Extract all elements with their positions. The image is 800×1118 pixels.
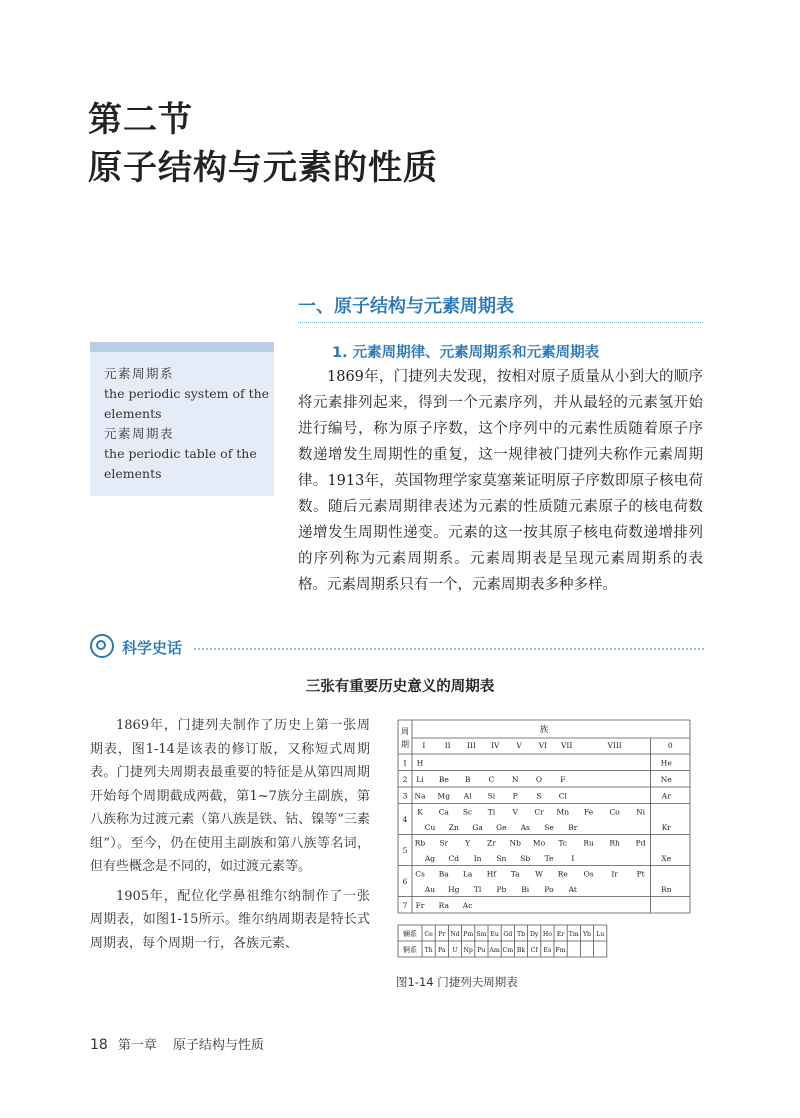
- actinide-symbol: Cm: [502, 947, 514, 954]
- element-symbol: Al: [463, 791, 472, 801]
- element-symbol: Fe: [583, 807, 594, 817]
- period-number: 1: [402, 758, 408, 768]
- element-symbol: Si: [487, 791, 496, 801]
- page-footer: [90, 1034, 264, 1053]
- group-header: 族: [539, 725, 549, 735]
- lanthanide-symbol: Lu: [596, 931, 605, 938]
- element-symbol: Sb: [520, 853, 531, 863]
- element-symbol: Se: [544, 822, 554, 832]
- group-label: II: [444, 741, 451, 750]
- actinide-symbol: Fm: [555, 947, 566, 954]
- element-symbol: Rn: [661, 884, 672, 894]
- element-symbol: Kr: [661, 822, 671, 832]
- element-symbol: Mg: [437, 791, 451, 801]
- section-number-title: 第二节: [88, 100, 193, 140]
- group-label: I: [422, 741, 426, 750]
- glossary-term-cn: 元素周期系: [104, 366, 175, 381]
- element-symbol: Sc: [462, 807, 473, 817]
- chapter-number: 第一章: [117, 1038, 157, 1053]
- glossary-term-en: the periodic system of the: [104, 386, 270, 401]
- element-symbol: Ti: [487, 807, 496, 817]
- group-label: VII: [561, 741, 573, 750]
- lanthanide-symbol: Tb: [516, 931, 526, 938]
- element-symbol: Xe: [661, 853, 672, 863]
- element-symbol: Ir: [611, 869, 618, 879]
- group-label: 0: [667, 741, 673, 750]
- element-symbol: Cu: [424, 822, 436, 832]
- section-divider: [298, 322, 703, 323]
- element-symbol: Pt: [636, 869, 645, 879]
- element-symbol: Ru: [583, 838, 594, 848]
- element-symbol: Hf: [486, 869, 497, 879]
- element-symbol: Tl: [473, 884, 482, 894]
- actinide-symbol: Th: [424, 947, 433, 954]
- element-symbol: Ar: [661, 791, 671, 801]
- actinide-symbol: Cf: [530, 947, 538, 954]
- history-paragraph: 1905年，配位化学鼻祖维尔纳制作了一张周期表，如图1-15所示。维尔纳周期表是特长式周期表，每个周期一行，各族元素、: [90, 888, 370, 951]
- history-text-block: [90, 714, 370, 961]
- lanthanide-symbol: Pm: [463, 931, 474, 938]
- element-symbol: Ta: [510, 869, 520, 879]
- element-symbol: Os: [583, 869, 594, 879]
- element-symbol: Zn: [448, 822, 459, 832]
- element-symbol: Li: [416, 774, 424, 784]
- lanthanide-symbol: Sm: [476, 931, 487, 938]
- group-label: VIII: [607, 741, 622, 750]
- element-symbol: Re: [557, 869, 568, 879]
- element-symbol: Sn: [496, 853, 507, 863]
- period-number: 6: [402, 877, 408, 886]
- body-paragraph-block: [298, 364, 703, 598]
- element-symbol: Mn: [556, 807, 570, 817]
- glossary-term-en: elements: [104, 466, 162, 481]
- element-symbol: K: [417, 807, 423, 817]
- element-symbol: Pb: [496, 884, 507, 894]
- group-label: IV: [491, 741, 500, 750]
- element-symbol: As: [520, 822, 530, 832]
- element-symbol: Mo: [532, 838, 546, 848]
- element-symbol: Ba: [438, 869, 449, 879]
- box-title: 三张有重要历史意义的周期表: [305, 679, 495, 695]
- period-header: 周: [401, 727, 409, 736]
- element-symbol: C: [488, 774, 495, 784]
- element-symbol: W: [535, 869, 543, 879]
- element-symbol: Tc: [558, 838, 568, 848]
- element-symbol: Y: [465, 838, 471, 848]
- group-label: V: [516, 741, 522, 750]
- period-number: 7: [402, 900, 408, 910]
- series-label: 镧系: [403, 930, 417, 938]
- element-symbol: Fr: [415, 900, 425, 910]
- element-symbol: Na: [414, 791, 426, 801]
- element-symbol: B: [464, 774, 471, 784]
- element-symbol: In: [473, 853, 482, 863]
- element-symbol: Hg: [448, 884, 460, 894]
- period-number: 2: [402, 774, 408, 784]
- element-symbol: Ne: [660, 774, 672, 784]
- science-history-label: 科学史话: [122, 639, 183, 657]
- actinide-symbol: Bk: [516, 947, 526, 954]
- glossary-term-en: the periodic table of the: [104, 446, 257, 461]
- chapter-title: 原子结构与性质: [172, 1038, 264, 1053]
- element-symbol: H: [416, 758, 424, 768]
- element-symbol: Ac: [462, 900, 473, 910]
- element-symbol: Ra: [438, 900, 449, 910]
- element-symbol: Co: [609, 807, 620, 817]
- actinide-symbol: U: [452, 947, 458, 954]
- element-symbol: Cs: [415, 869, 425, 879]
- element-symbol: Ag: [424, 853, 436, 863]
- element-symbol: Be: [438, 774, 449, 784]
- element-symbol: Cd: [448, 853, 460, 863]
- lanthanide-symbol: Nd: [450, 931, 460, 938]
- element-symbol: I: [571, 853, 575, 863]
- lanthanide-symbol: Er: [556, 931, 565, 938]
- element-symbol: N: [511, 774, 519, 784]
- element-symbol: S: [536, 791, 542, 801]
- group-label: III: [467, 741, 476, 750]
- actinide-symbol: Es: [543, 947, 552, 954]
- element-symbol: Cl: [558, 791, 567, 801]
- element-symbol: Rb: [414, 838, 426, 848]
- element-symbol: Nb: [509, 838, 521, 848]
- element-symbol: Bi: [521, 884, 530, 894]
- period-header: 期: [401, 740, 409, 749]
- lanthanide-symbol: Ce: [424, 931, 433, 938]
- section-heading: 一、原子结构与元素周期表: [298, 296, 514, 317]
- period-number: 4: [402, 815, 408, 824]
- lanthanide-symbol: Ho: [542, 931, 552, 938]
- group-label: VI: [538, 741, 548, 750]
- element-symbol: F: [560, 774, 566, 784]
- period-number: 5: [402, 846, 408, 855]
- lanthanide-symbol: Yb: [582, 931, 592, 938]
- element-symbol: He: [660, 758, 672, 768]
- element-symbol: Ga: [472, 822, 483, 832]
- page-number: 18: [90, 1037, 108, 1053]
- actinide-symbol: Am: [489, 947, 500, 954]
- figure-caption: 图1-14 门捷列夫周期表: [396, 975, 518, 989]
- element-symbol: Cr: [534, 807, 544, 817]
- glossary-sidebar-header-bar: [90, 342, 274, 352]
- lanthanide-symbol: Eu: [490, 931, 499, 938]
- lanthanide-symbol: Gd: [503, 931, 513, 938]
- body-paragraph: 1869年，门捷列夫发现，按相对原子质量从小到大的顺序将元素排列起来，得到一个元素序列，并从最轻的元素氢开始进行编号，称为原子序数，这个序列中的元素性质随着原子序数递增发生周期性的重复，这一规律被门捷列夫称作元素周期律。1913年，英国物理学家莫塞莱证明原子序数即原子核电荷数。随后元素周期律表述为元素的性质随元素原子的核电荷数递增发生周期性递变。元素的这一按其原子核电荷数递增排列的序列称为元素周期系。元素周期表是呈现元素周期系的表格。元素周期系只有一个，元素周期表多种多样。: [298, 369, 703, 593]
- element-symbol: V: [512, 807, 518, 817]
- actinide-symbol: Np: [463, 947, 473, 954]
- glossary-term-cn: 元素周期表: [104, 426, 175, 441]
- section-title: 原子结构与元素的性质: [88, 148, 438, 188]
- element-symbol: Ca: [438, 807, 449, 817]
- element-symbol: Au: [424, 884, 436, 894]
- lanthanide-symbol: Dy: [529, 931, 539, 938]
- subsection-heading: 1. 元素周期律、元素周期系和元素周期表: [332, 345, 600, 361]
- lanthanide-symbol: Tm: [568, 931, 579, 938]
- element-symbol: Sr: [439, 838, 449, 848]
- series-label: 锕系: [403, 946, 417, 954]
- period-number: 3: [402, 791, 408, 801]
- element-symbol: Te: [544, 853, 554, 863]
- element-symbol: Zr: [487, 838, 496, 848]
- element-symbol: La: [462, 869, 473, 879]
- element-symbol: Po: [544, 884, 554, 894]
- magnifier-icon: [96, 640, 106, 650]
- element-symbol: Ni: [636, 807, 646, 817]
- history-paragraph: 1869年，门捷列夫制作了历史上第一张周期表，图1-14是该表的修订版，又称短式周期表。门捷列夫周期表最重要的特征是从第四周期开始每个周期截成两截，第1~7族分主副族，第八族称为过渡元素（第八族是铁、钴、镍等“三素组”）。至今，仍在使用主副族和第八族等名词，但有些概念是不同的，如过渡元素等。: [90, 718, 370, 874]
- glossary-term-en: elements: [104, 406, 162, 421]
- science-history-divider: [194, 648, 704, 650]
- actinide-symbol: Pa: [438, 947, 446, 954]
- element-symbol: Rh: [609, 838, 620, 848]
- element-symbol: Pd: [635, 838, 646, 848]
- element-symbol: Ge: [496, 822, 507, 832]
- actinide-symbol: Pu: [477, 947, 486, 954]
- mendeleev-periodic-table: [396, 718, 696, 970]
- element-symbol: At: [568, 884, 577, 894]
- lanthanide-symbol: Pr: [438, 931, 446, 938]
- element-symbol: Br: [568, 822, 578, 832]
- element-symbol: P: [512, 791, 518, 801]
- element-symbol: O: [535, 774, 543, 784]
